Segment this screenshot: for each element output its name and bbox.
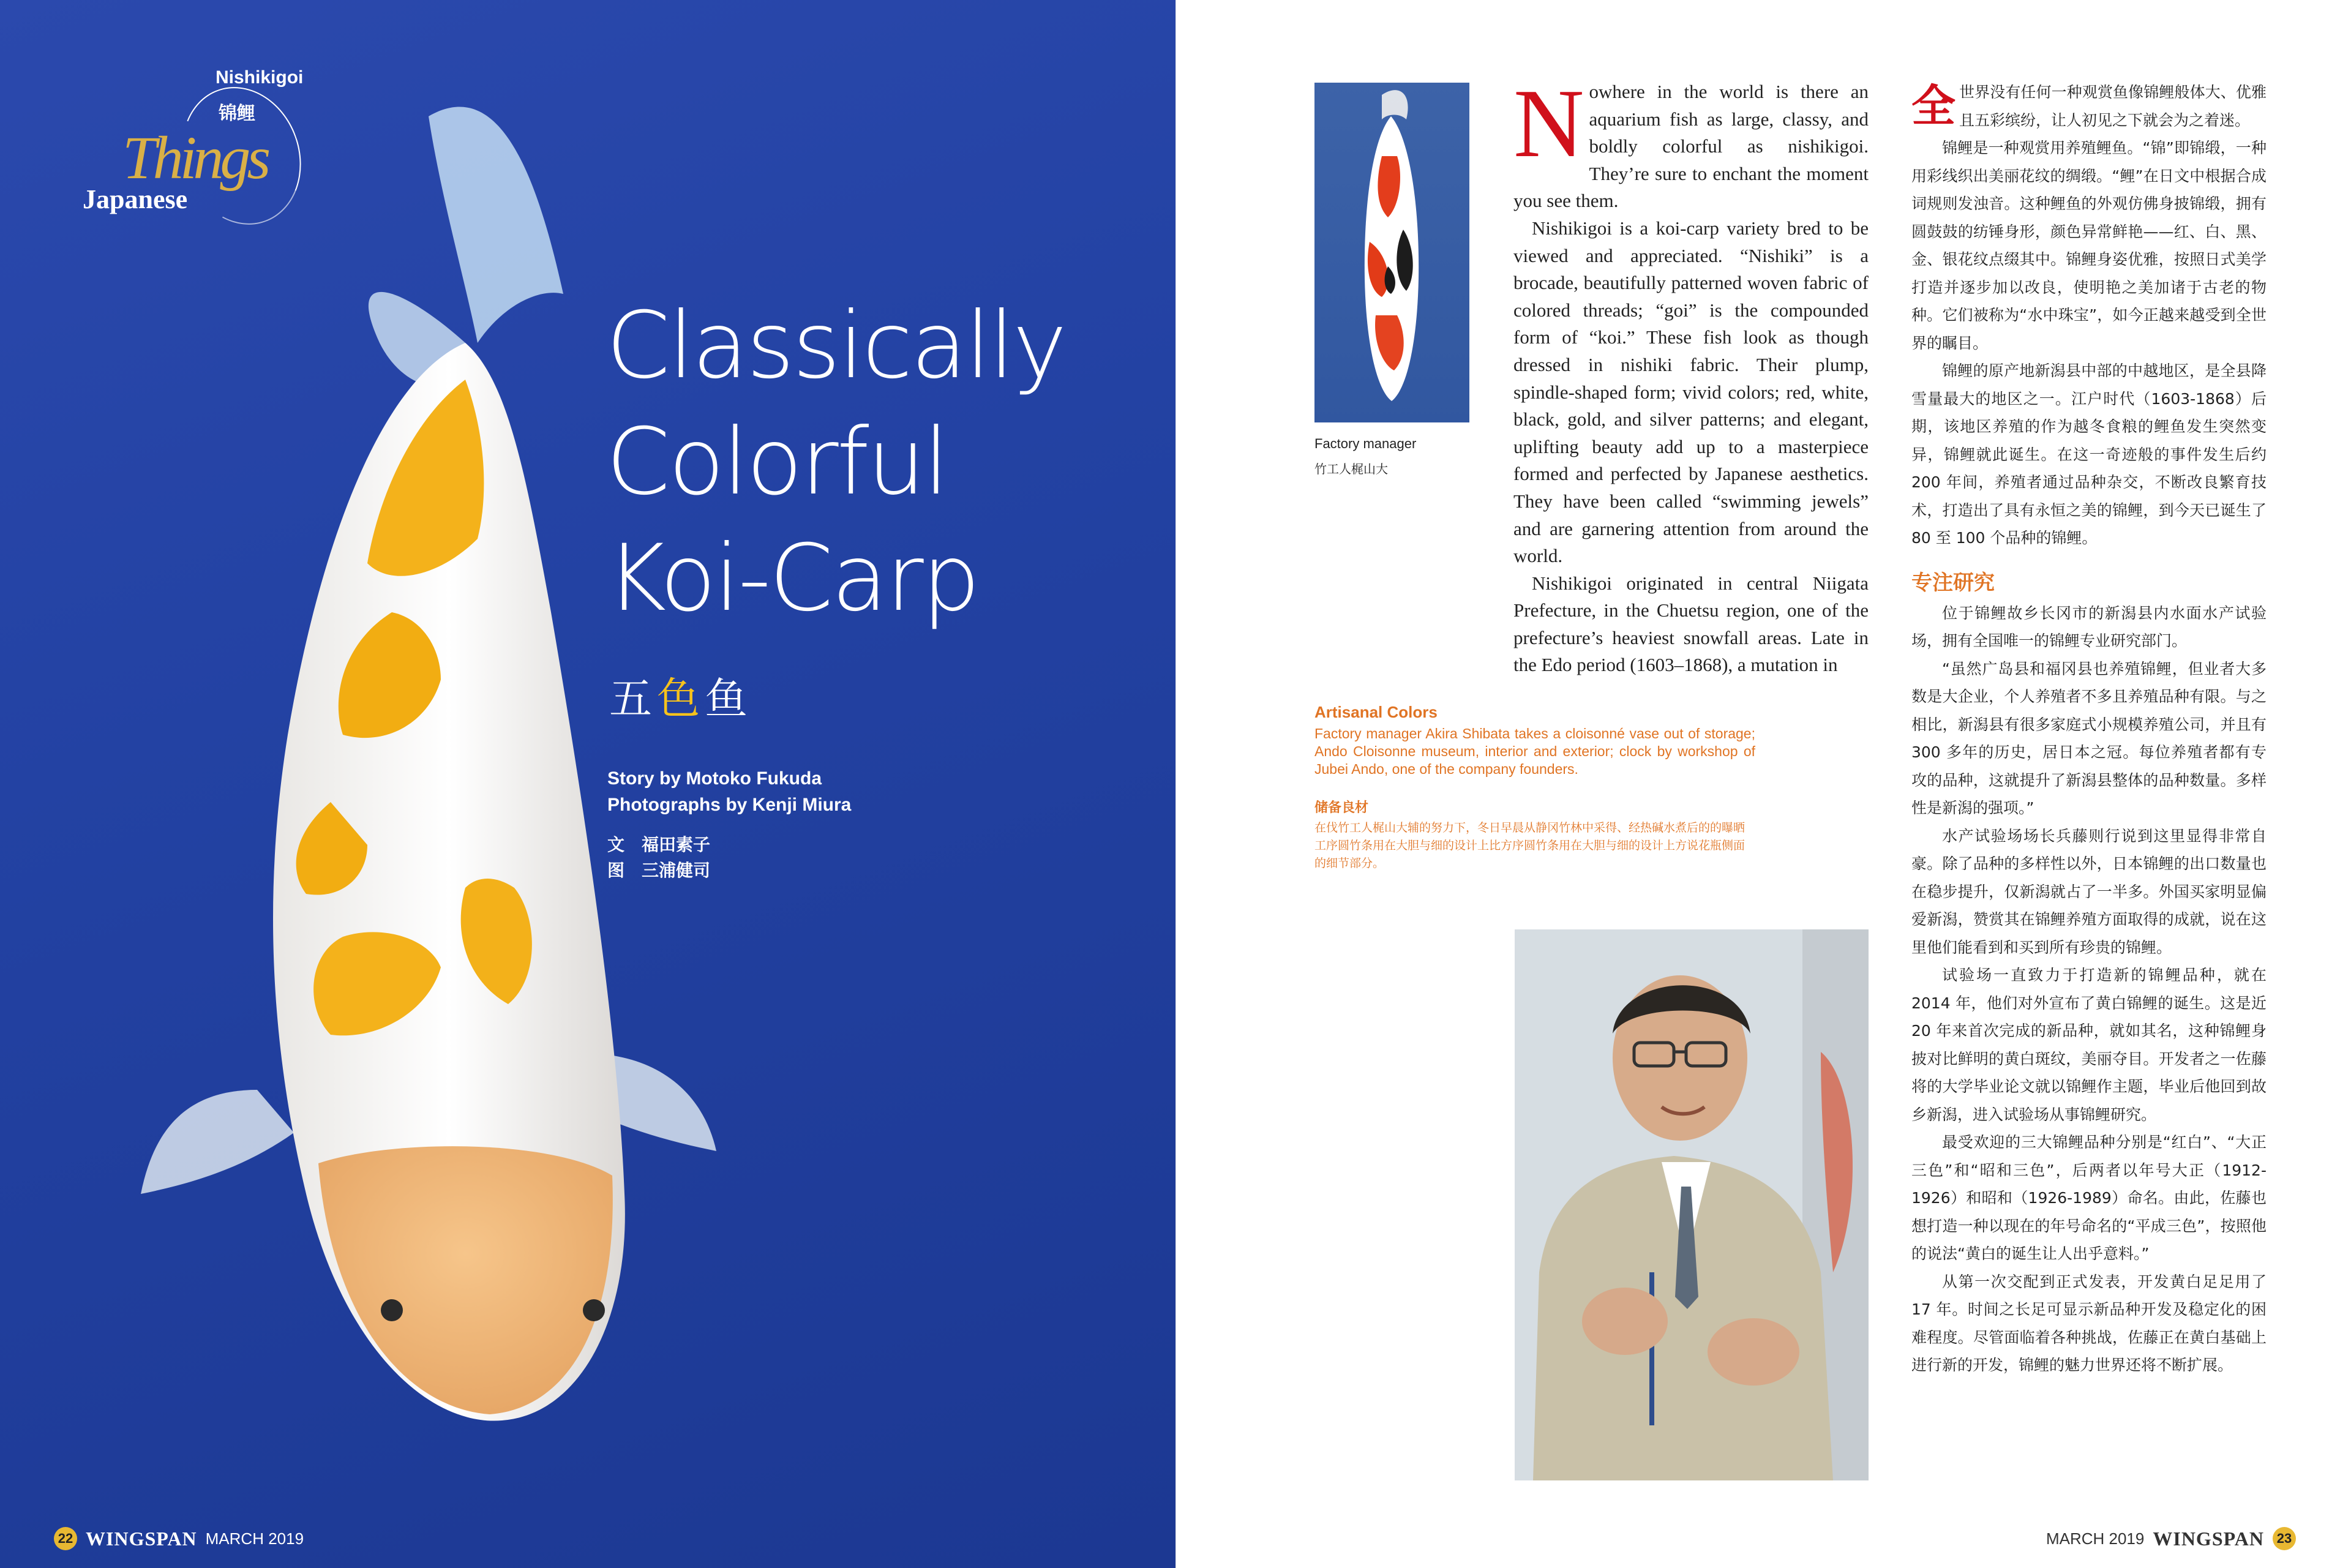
title-line-1: Classically	[606, 293, 1065, 399]
koi-photo-small	[1314, 83, 1469, 422]
logo-things: Things	[122, 124, 268, 192]
cn-paragraph: 试验场一直致力于打造新的锦鲤品种，就在 2014 年，他们对外宣布了黄白锦鲤的诞生。这是近 20 年来首次完成的新品种，就如其名，这种锦鲤身披对比鲜明的黄白斑纹，美丽夺目。开发者之一佐藤将的大学毕业论文就以锦鲤作主题，毕业后他回到故乡新潟，进入试验场从事锦鲤研究。	[1911, 966, 2267, 1123]
cn-paragraph: 锦鲤是一种观赏用养殖鲤鱼。“锦”即锦缎，一种用彩线织出美丽花纹的绸缎。“鲤”在日文中根据合成词规则发浊音。这种鲤鱼的外观仿佛身披锦缎，拥有圆鼓鼓的纺锤身形，颜色异常鲜艳——红、白、黑、金、银花纹点缀其中。锦鲤身姿优雅，按照日式美学打造并逐步加以改良，使明艳之美加诸于古老的物种。它们被称为“水中珠宝”，如今正越来越受到全世界的瞩目。	[1911, 139, 2267, 352]
chinese-article	[1911, 78, 2267, 1379]
article-title	[606, 288, 1065, 637]
cn-paragraph: 水产试验场场长兵藤则行说到这里显得非常自豪。除了品种的多样性以外，日本锦鲤的出口数量也在稳步提升，仅新潟就占了一半多。外国买家明显偏爱新潟，赞赏其在锦鲤养殖方面取得的成就，说在这里他们能看到和买到所有珍贵的锦鲤。	[1911, 827, 2267, 956]
cn-paragraph: 锦鲤的原产地新潟县中部的中越地区，是全县降雪量最大的地区之一。江户时代（1603-1868）后期，该地区养殖的作为越冬食粮的鲤鱼发生突然变异，锦鲤就此诞生。在这一奇迹般的事件发生后约 200 年间，养殖者通过品种杂交，不断改良繁育技术，打造出了具有永恒之美的锦鲤，到今天已诞生了 80 至 100 个品种的锦鲤。	[1911, 362, 2267, 547]
cn-title-char-1: 五	[609, 673, 657, 724]
sidebar-title-cn: 储备良材	[1314, 800, 1369, 816]
english-article	[1513, 69, 1869, 679]
photo-caption-cn: 竹工人梶山大	[1314, 462, 1388, 476]
magazine-name: WINGSPAN	[2153, 1527, 2264, 1550]
section-label-cn: 锦鲤	[219, 103, 255, 124]
paragraph-text: owhere in the world is there an aquarium fish as large, classy, and boldly colorful as nishikigoi. They’re sure to enchant the moment you see them.	[1513, 81, 1869, 212]
cn-paragraph: 位于锦鲤故乡长冈市的新潟县内水面水产试验场，拥有全国唯一的锦鲤专业研究部门。	[1911, 604, 2267, 650]
right-folio	[2046, 1527, 2296, 1550]
magazine-name: WINGSPAN	[86, 1527, 197, 1550]
issue-date: MARCH 2019	[2045, 1529, 2145, 1548]
cn-subheading: 专注研究	[1911, 570, 1995, 595]
title-line-2: Colorful	[606, 409, 948, 516]
cn-paragraph: “虽然广岛县和福冈县也养殖锦鲤，但业者大多数是大企业，个人养殖者不多且养殖品种有限。与之相比，新潟县有很多家庭式小规模养殖公司，并且有 300 多年的历史，居日本之冠。每位养殖者都有专攻的品种，这就提升了新潟县整体的品种数量。多样性是新潟的强项。”	[1911, 659, 2267, 817]
story-credit-cn: 文 福田素子	[607, 835, 711, 855]
story-credit: Story by Motoko Fukuda	[607, 768, 822, 789]
sidebar-title: Artisanal Colors	[1314, 703, 1438, 721]
photo-credit: Photographs by Kenji Miura	[607, 795, 852, 815]
article-title-cn	[609, 664, 752, 726]
left-folio	[54, 1527, 304, 1550]
cn-drop-cap: 全	[1911, 80, 1956, 132]
cn-paragraph: 从第一次交配到正式发表，开发黄白足足用了 17 年。时间之长足可显示新品种开发及稳定化的困难程度。尽管面临着各种挑战，佐藤正在黄白基础上进行新的开发，锦鲤的魅力世界还将不断扩展。	[1911, 1272, 2267, 1374]
cn-paragraph: 最受欢迎的三大锦鲤品种分别是“红白”、“大正三色”和“昭和三色”，后两者以年号大正（1912-1926）和昭和（1926-1989）命名。由此，佐藤也想打造一种以现在的年号命名的“平成三色”，按照他的说法“黄白的诞生让人出乎意料。”	[1911, 1133, 2267, 1262]
portrait-photo	[1515, 929, 1869, 1480]
article-paragraph: Nishikigoi originated in central Niigata Prefecture, in the Chuetsu region, one of the prefecture’s heaviest snowfall areas. Late in the Edo period (1603–1868), a mutation in	[1513, 572, 1869, 676]
logo-japanese: Japanese	[83, 184, 188, 214]
cn-paragraph	[1911, 78, 2267, 134]
drop-cap: N	[1513, 69, 1584, 178]
sidebar-body: Factory manager Akira Shibata takes a cloisonné vase out of storage; Ando Cloisonne museum, interior and exterior; clock by workshop of Jubei Ando, one of the company founders.	[1314, 726, 1755, 777]
cn-title-char-2: 色	[657, 673, 705, 724]
section-label: Nishikigoi	[216, 67, 304, 88]
article-paragraph: Nishikigoi is a koi-carp variety bred to be viewed and appreciated. “Nishiki” is a brocade, beautifully patterned woven fabric of colored threads; “goi” is the compounded form of “koi.” These fish look as though dressed in nishiki fabric. Their plump, spindle-shaped form; vivid colors; red, white, black, gold, and silver patterns; and elegant, uplifting beauty add up to a masterpiece formed and perfected by Japanese aesthetics. They have been called “swimming jewels” and are garnering attention from around the world.	[1513, 217, 1869, 567]
photo-caption: Factory manager	[1314, 436, 1417, 451]
koi-kohaku-illustration	[1314, 83, 1469, 422]
man-portrait-illustration	[1515, 929, 1869, 1480]
sidebar-body-cn: 在伐竹工人梶山大辅的努力下，冬日早晨从静冈竹林中采得、经热碱水煮后的的曝晒工序圆竹条用在大胆与细的设计上比方序圆竹条用在大胆与细的设计上方说花瓶侧面的细节部分。	[1314, 821, 1745, 870]
cn-paragraph-text: 世界没有任何一种观赏鱼像锦鲤般体大、优雅且五彩缤纷，让人初见之下就会为之着迷。	[1959, 83, 2267, 129]
title-line-3: Koi-Carp	[606, 525, 979, 632]
cn-title-char-3: 鱼	[705, 673, 752, 724]
article-paragraph	[1513, 69, 1869, 215]
page-number: 22	[54, 1527, 77, 1550]
issue-date: MARCH 2019	[205, 1529, 304, 1548]
photo-credit-cn: 图 三浦健司	[607, 860, 711, 880]
page-number: 23	[2273, 1527, 2296, 1550]
